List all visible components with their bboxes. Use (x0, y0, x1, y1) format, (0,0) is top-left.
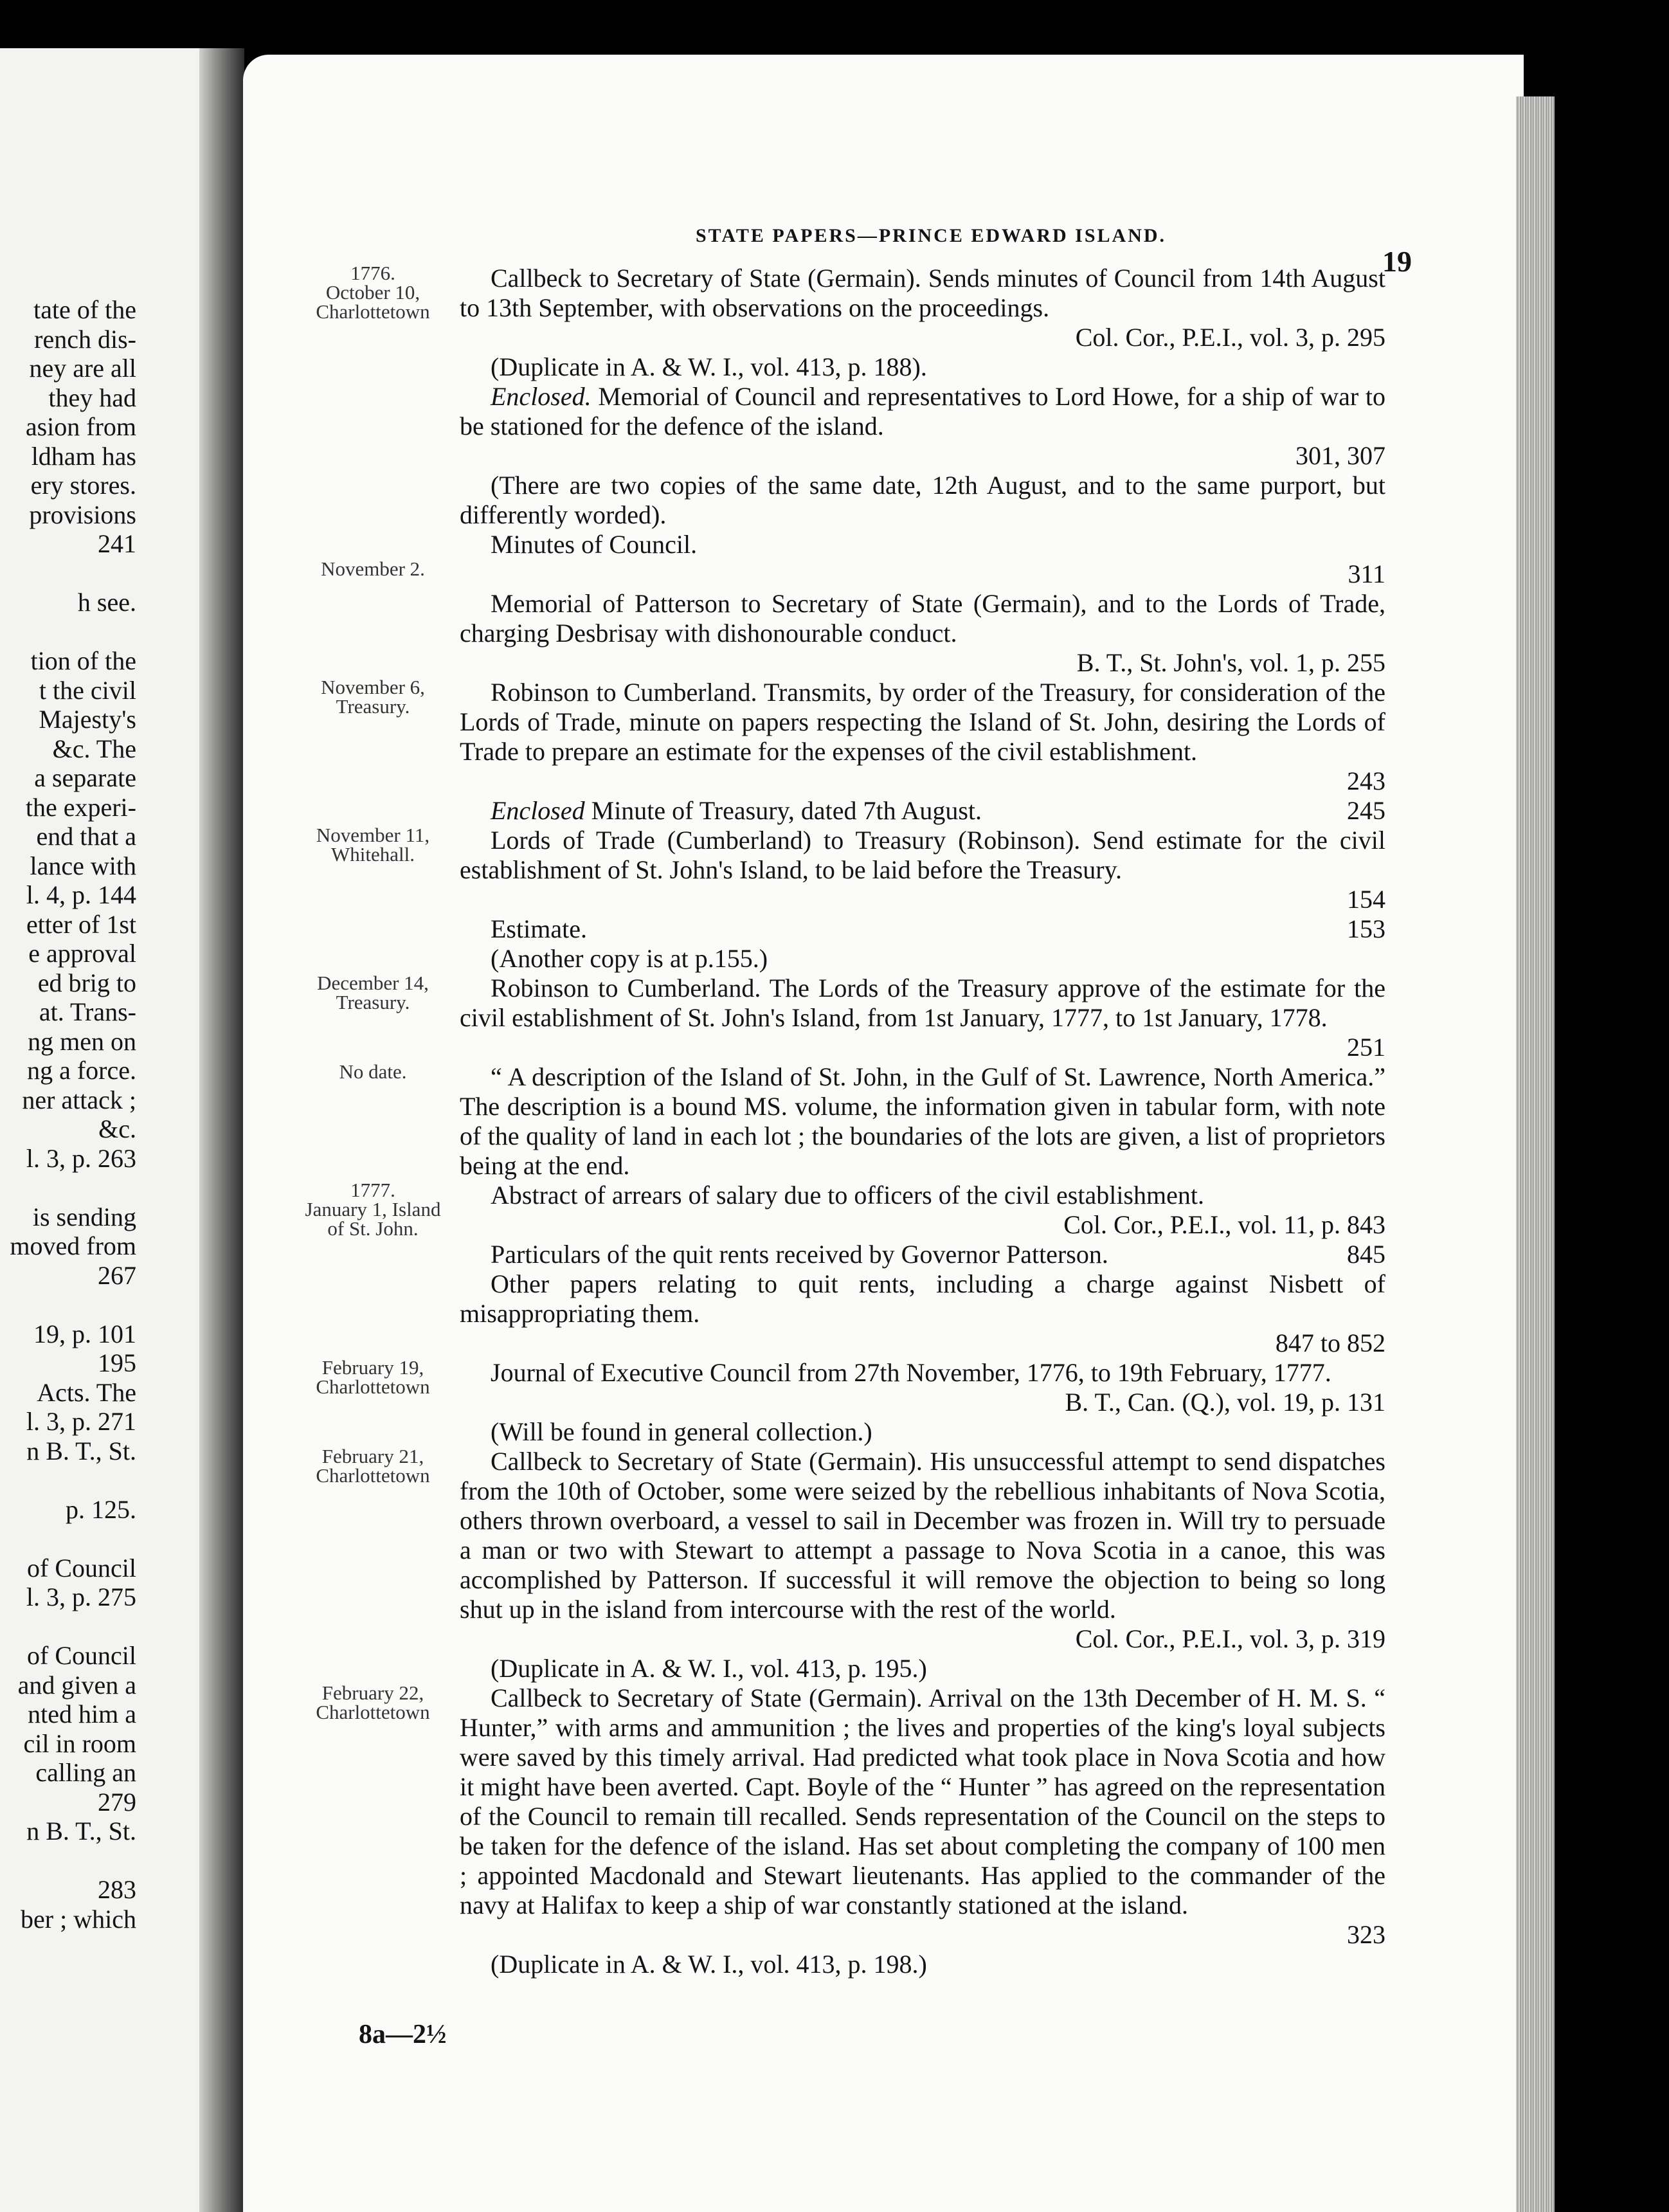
left-page-line: is sending (32, 1202, 136, 1231)
left-page-line: rench dis- (34, 324, 136, 354)
calendar-entry (296, 826, 1427, 974)
left-page-line: l. 3, p. 271 (26, 1407, 136, 1436)
entry-text (460, 559, 1385, 678)
entry-line-label (460, 796, 982, 826)
paragraph-text: Callbeck to Secretary of State (Germain). Arrival on the 13th December of H. M. S. “ Hunter,” with arms and ammunition ; the lives and properties of the king's loyal subjects were saved by this timely arrival. Had predicted what took place in Nova Scotia and how it might have been averted. Capt. Boyle of the “ Hunter ” has agreed on the representation of the Council to remain till recalled. Sends representation of the Council on the steps to be taken for the defence of the island. Has set about completing the company of 100 men ; appointed Macdonald and Stewart lieutenants. Has applied to the commander of the navy at Halifax to keep a ship of war constantly stationed at the island. (460, 1683, 1385, 1919)
left-page-line: ng a force. (27, 1056, 136, 1085)
entry-text (460, 1181, 1385, 1358)
left-page-line: nted him a (28, 1700, 136, 1728)
archive-reference: 311 (1348, 559, 1385, 588)
left-page-line: the experi- (25, 792, 136, 822)
entry-paragraph (460, 1269, 1385, 1328)
left-page-line: a separate (34, 763, 136, 792)
entry-text (460, 264, 1385, 559)
entry-date-text: November 6, Treasury. (321, 676, 425, 718)
left-page-line: p. 125. (66, 1494, 136, 1524)
calendar-entry (296, 1683, 1427, 1979)
left-page-line: l. 4, p. 144 (26, 880, 136, 909)
entry-line (460, 914, 1385, 944)
left-page-line: tate of the (33, 295, 136, 324)
left-page-line: they had (48, 383, 136, 412)
entry-text (460, 826, 1385, 974)
left-page-line: lance with (30, 851, 136, 880)
left-page-line: etter of 1st (26, 909, 136, 939)
entry-paragraph (460, 352, 1385, 382)
left-page-line: h see. (77, 588, 136, 617)
paragraph-text: “ A description of the Island of St. John, in the Gulf of St. Lawrence, North America.” The description is a bound MS. volume, the information given in tabular form, with note of the quality of land in each lot ; the boundaries of the lots are given, a list of proprietors being at the end. (460, 1062, 1385, 1180)
paragraph-text: (Will be found in general collection.) (491, 1417, 872, 1446)
left-page-line: Acts. The (37, 1377, 136, 1407)
paragraph-text: (Another copy is at p.155.) (491, 944, 768, 973)
left-page-line: t the civil (39, 675, 136, 705)
entry-paragraph (460, 974, 1385, 1033)
calendar-entry (296, 559, 1427, 678)
entry-date (296, 1181, 450, 1238)
entry-date (296, 974, 450, 1012)
calendar-entry (296, 1181, 1427, 1358)
paragraph-text: Memorial of Council and representatives to Lord Howe, for a ship of war to be stationed for the defence of the island. (460, 382, 1385, 440)
entry-date-text: February 19, Charlottetown (316, 1356, 430, 1398)
entry-date-text: February 21, Charlottetown (316, 1445, 430, 1487)
left-page-line: &c. (98, 1114, 136, 1143)
entry-line (460, 796, 1385, 826)
left-page-line: moved from (10, 1231, 136, 1260)
entry-paragraph (460, 1062, 1385, 1181)
folio-number: 243 (1347, 766, 1385, 795)
left-page-line: of Council (27, 1641, 136, 1670)
entry-line (460, 530, 1385, 559)
paragraph-text: Robinson to Cumberland. Transmits, by order of the Treasury, for consideration of the Lords of Trade, minute on papers respecting the Island of St. John, desiring the Lords of Trade to prepare an estimate for the expenses of the civil establishment. (460, 678, 1385, 766)
entry-paragraph (460, 264, 1385, 323)
entry-paragraph (460, 1950, 1385, 1979)
left-page-line: 279 (98, 1787, 136, 1817)
entry-line-text: Minutes of Council. (491, 530, 698, 559)
paragraph-text: (Duplicate in A. & W. I., vol. 413, p. 188). (491, 352, 927, 381)
entry-date (296, 1062, 450, 1082)
left-page-line: ber ; which (21, 1904, 136, 1934)
enclosed-label: Enclosed (491, 796, 585, 825)
archive-reference: B. T., Can. (Q.), vol. 19, p. 131 (1065, 1388, 1385, 1417)
folio-number: 251 (1347, 1033, 1385, 1062)
entry-date (296, 678, 450, 716)
entry-date (296, 1358, 450, 1397)
entry-date (296, 1683, 450, 1722)
entry-date-text: November 11, Whitehall. (316, 824, 430, 866)
entry-paragraph (460, 1447, 1385, 1624)
left-page-line: n B. T., St. (26, 1817, 136, 1845)
calendar-entries (296, 264, 1427, 1979)
calendar-entry (296, 1358, 1427, 1447)
folio-number: 847 to 852 (1275, 1328, 1385, 1357)
entry-line (460, 1240, 1385, 1269)
folio-number: 301, 307 (1295, 441, 1385, 470)
entry-paragraph (460, 1358, 1385, 1388)
entry-line-text: Particulars of the quit rents received by Governor Patterson. (491, 1240, 1108, 1269)
left-page-line: cil in room (23, 1728, 136, 1758)
left-page-line: asion from (25, 412, 136, 441)
entry-year: 1776. (350, 262, 395, 284)
entry-line-text: Estimate. (491, 914, 587, 943)
entry-line-label (460, 530, 697, 559)
left-page-line: Majesty's (39, 705, 136, 734)
left-page-line: n B. T., St. (26, 1436, 136, 1465)
entry-line-text: Minute of Treasury, dated 7th August. (584, 796, 982, 825)
entry-date-text: October 10, Charlottetown (316, 281, 430, 323)
folio-number: 154 (1347, 885, 1385, 914)
paragraph-text: (Duplicate in A. & W. I., vol. 413, p. 198.) (491, 1950, 927, 1979)
left-page-line: provisions (29, 500, 136, 529)
entry-paragraph (460, 471, 1385, 530)
entry-paragraph (460, 944, 1385, 974)
left-page-line: ney are all (29, 354, 136, 383)
paragraph-text: (Duplicate in A. & W. I., vol. 413, p. 195.) (491, 1654, 927, 1683)
left-page-line: ldham has (31, 441, 136, 471)
paragraph-text: Robinson to Cumberland. The Lords of the Treasury approve of the estimate for the civil establishment of St. John's Island, from 1st January, 1777, to 1st January, 1778. (460, 974, 1385, 1032)
calendar-entry (296, 974, 1427, 1062)
left-page-line: of Council (27, 1553, 136, 1582)
left-page-line: ed brig to (37, 968, 136, 997)
archive-reference: Col. Cor., P.E.I., vol. 11, p. 843 (1063, 1210, 1385, 1239)
left-page-line: 19, p. 101 (33, 1319, 136, 1348)
paragraph-text: Memorial of Patterson to Secretary of State (Germain), and to the Lords of Trade, charging Desbrisay with dishonourable conduct. (460, 589, 1385, 648)
entry-line-label (460, 914, 587, 944)
entry-date-text: February 22, Charlottetown (316, 1682, 430, 1723)
entry-paragraph (460, 1417, 1385, 1447)
left-page-line: at. Trans- (39, 997, 136, 1026)
left-page-line: tion of the (30, 646, 136, 675)
left-page-line: calling an (35, 1758, 136, 1787)
entry-paragraph (460, 1683, 1385, 1920)
entry-text (460, 1447, 1385, 1683)
paragraph-text: Callbeck to Secretary of State (Germain). His unsuccessful attempt to send dispatches from the 10th of October, some were seized by the rebellious inhabitants of Nova Scotia, others thrown overboard, a vessel to sail in December was frozen in. Will try to persuade a man or two with Stewart to attempt a passage to Nova Scotia in a canoe, this was accomplished by Patterson. If successful it will remove the objection to being so long shut up in the island from intercourse with the rest of the world. (460, 1447, 1385, 1624)
calendar-entry (296, 264, 1427, 559)
calendar-entry (296, 1447, 1427, 1683)
entry-text (460, 974, 1385, 1062)
running-head: STATE PAPERS—PRINCE EDWARD ISLAND. (695, 225, 1167, 246)
calendar-entry (296, 1062, 1427, 1181)
book-gutter (199, 48, 244, 2212)
left-page-line: 283 (98, 1875, 136, 1904)
folio-number: 153 (1347, 914, 1385, 943)
left-page-line: 241 (98, 529, 136, 558)
left-page-line: l. 3, p. 275 (26, 1582, 136, 1611)
page-edges (1516, 96, 1555, 2212)
archive-reference: Col. Cor., P.E.I., vol. 3, p. 295 (1075, 323, 1385, 352)
entry-date (296, 826, 450, 864)
paragraph-text: Abstract of arrears of salary due to officers of the civil establishment. (491, 1181, 1204, 1210)
page-number: 19 (1382, 245, 1412, 278)
entry-date (296, 1447, 450, 1485)
paragraph-text: Journal of Executive Council from 27th November, 1776, to 19th February, 1777. (491, 1358, 1331, 1387)
paragraph-text: Callbeck to Secretary of State (Germain). Sends minutes of Council from 14th August to 13th September, with observations on the proceedings. (460, 264, 1385, 322)
entry-date-text: November 2. (321, 558, 425, 580)
folio-number: 323 (1347, 1920, 1385, 1949)
left-facing-page (0, 48, 199, 2212)
left-page-line: l. 3, p. 263 (26, 1143, 136, 1173)
entry-date-text: No date. (339, 1060, 407, 1083)
entry-paragraph (460, 382, 1385, 441)
left-page-line: ng men on (28, 1026, 136, 1056)
signature-mark: 8a—2½ (359, 2020, 447, 2049)
entry-paragraph (460, 1654, 1385, 1683)
entry-text (460, 1062, 1385, 1181)
left-page-line: &c. The (52, 734, 136, 763)
entry-paragraph (460, 678, 1385, 766)
calendar-entry (296, 678, 1427, 826)
archive-reference: B. T., St. John's, vol. 1, p. 255 (1076, 648, 1385, 677)
entry-line-label (460, 1240, 1108, 1269)
entry-date (296, 264, 450, 322)
enclosed-label: Enclosed. (491, 382, 591, 411)
entry-paragraph (460, 1181, 1385, 1210)
left-page-line: ner attack ; (22, 1085, 136, 1114)
archive-reference: Col. Cor., P.E.I., vol. 3, p. 319 (1075, 1624, 1385, 1653)
entry-text (460, 1683, 1385, 1979)
entry-text (460, 678, 1385, 826)
left-page-line: 267 (98, 1260, 136, 1290)
paragraph-text: Other papers relating to quit rents, including a charge against Nisbett of misappropriating them. (460, 1269, 1385, 1328)
left-page-line: and given a (17, 1670, 136, 1700)
entry-paragraph (460, 589, 1385, 648)
entry-year: 1777. (350, 1179, 395, 1201)
entry-date-text: January 1, Island of St. John. (305, 1198, 441, 1240)
entry-paragraph (460, 826, 1385, 885)
left-page-line: 195 (98, 1348, 136, 1377)
entry-date (296, 559, 450, 579)
left-page-line: e approval (28, 939, 136, 968)
left-page-line: ery stores. (30, 471, 136, 500)
folio-number: 245 (1347, 796, 1385, 825)
entry-date-text: December 14, Treasury. (317, 972, 429, 1013)
folio-number: 845 (1347, 1240, 1385, 1269)
paragraph-text: Lords of Trade (Cumberland) to Treasury (Robinson). Send estimate for the civil establishment of St. John's Island, to be laid before the Treasury. (460, 826, 1385, 884)
paragraph-text: (There are two copies of the same date, 12th August, and to the same purport, but differently worded). (460, 471, 1385, 529)
entry-text (460, 1358, 1385, 1447)
left-page-line: end that a (36, 822, 136, 851)
